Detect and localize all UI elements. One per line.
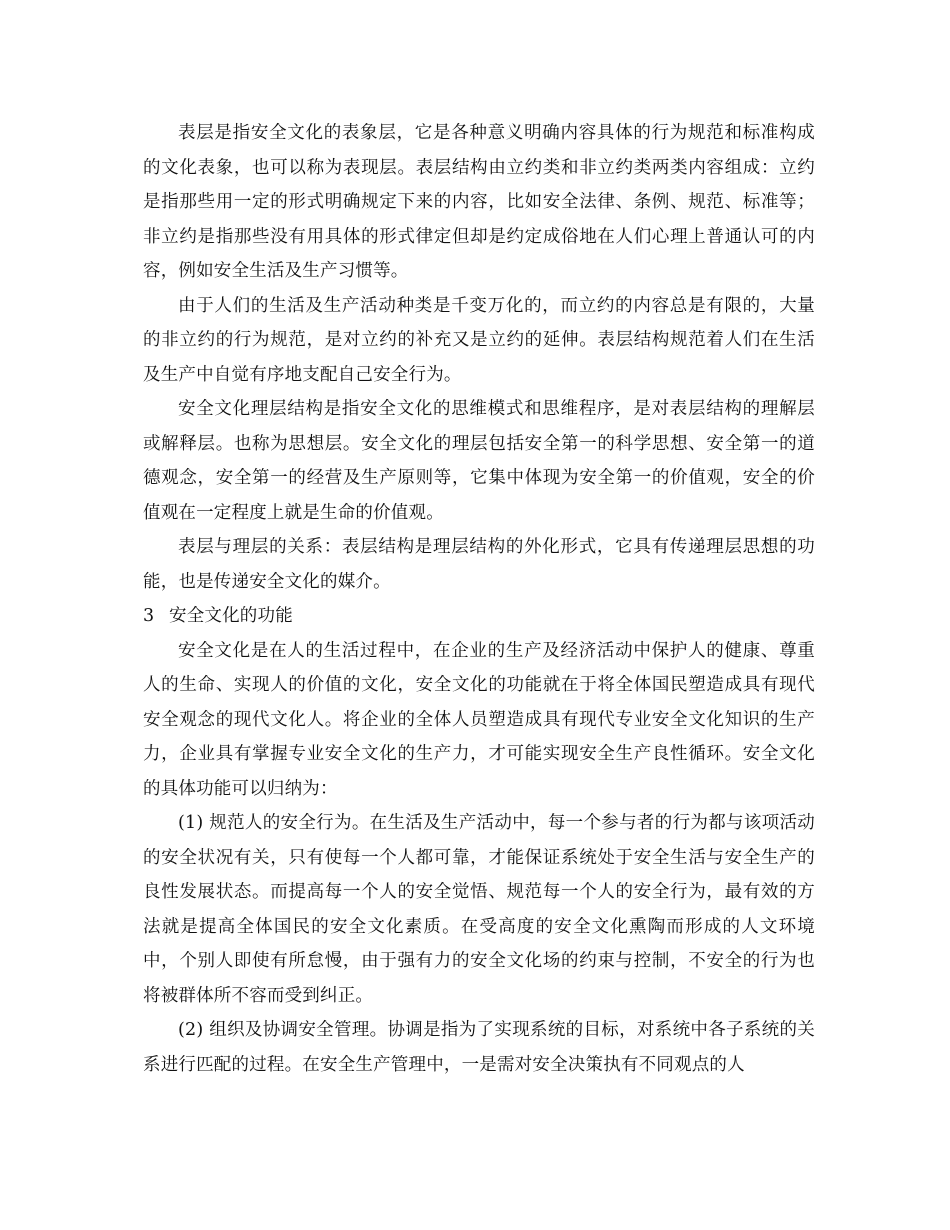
paragraph-deep-layer-structure: 安全文化理层结构是指安全文化的思维模式和思维程序，是对表层结构的理解层或解释层。也称为思想层。安全文化的理层包括安全第一的科学思想、安全第一的道德观念，安全第一的经营及生产原则等，它集中体现为安全第一的价值观，安全的价值观在一定程度上就是生命的价值观。 xyxy=(143,399,815,523)
paragraph-layer-relationship: 表层与理层的关系：表层结构是理层结构的外化形式，它具有传递理层思想的功能，也是传递安全文化的媒介。 xyxy=(143,537,815,592)
document-body xyxy=(143,116,815,1082)
paragraph-surface-layer: 表层是指安全文化的表象层，它是各种意义明确内容具体的行为规范和标准构成的文化表象，也可以称为表现层。表层结构由立约类和非立约类两类内容组成：立约是指那些用一定的形式明确规定下来的内容，比如安全法律、条例、规范、标准等；非立约是指那些没有用具体的形式律定但却是约定成俗地在人们心理上普通认可的内容，例如安全生活及生产习惯等。 xyxy=(143,123,815,281)
paragraph-non-contract-norms: 由于人们的生活及生产活动种类是千变万化的，而立约的内容总是有限的，大量的非立约的行为规范，是对立约的补充又是立约的延伸。表层结构规范着人们在生活及生产中自觉有序地支配自己安全行为。 xyxy=(143,295,815,385)
section-heading xyxy=(143,599,815,634)
section-number: 3 xyxy=(143,606,155,626)
paragraph-function-1: (1) 规范人的安全行为。在生活及生产活动中，每一个参与者的行为都与该项活动的安全状况有关，只有使每一个人都可靠，才能保证系统处于安全生活与安全生产的良性发展状态。而提高每一个人的安全觉悟、规范每一个人的安全行为，最有效的方法就是提高全体国民的安全文化素质。在受高度的安全文化熏陶而形成的人文环境中，个别人即使有所怠慢，由于强有力的安全文化场的约束与控制，不安全的行为也将被群体所不容而受到纠正。 xyxy=(143,813,815,1006)
paragraph-function-intro: 安全文化是在人的生活过程中，在企业的生产及经济活动中保护人的健康、尊重人的生命、实现人的价值的文化，安全文化的功能就在于将全体国民塑造成具有现代安全观念的现代文化人。将企业的全体人员塑造成具有现代专业安全文化知识的生产力，企业具有掌握专业安全文化的生产力，才可能实现安全生产良性循环。安全文化的具体功能可以归纳为： xyxy=(143,640,815,799)
paragraph-function-2: (2) 组织及协调安全管理。协调是指为了实现系统的目标，对系统中各子系统的关系进行匹配的过程。在安全生产管理中，一是需对安全决策执有不同观点的人 xyxy=(143,1020,815,1075)
section-title: 安全文化的功能 xyxy=(169,606,293,626)
